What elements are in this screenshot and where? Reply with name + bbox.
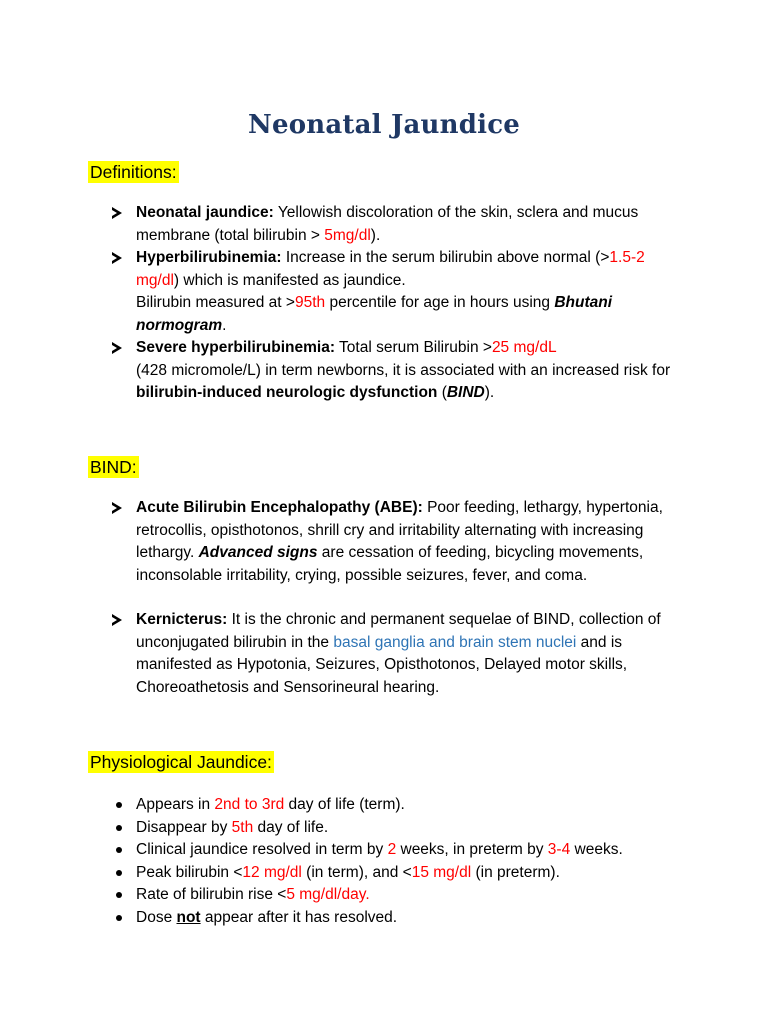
- red-value: 5 mg/dl/day.: [286, 886, 370, 903]
- bullet-dot-icon: [116, 915, 122, 921]
- item-text: Disappear by: [136, 818, 232, 836]
- definition-text: ).: [484, 384, 495, 401]
- list-item: [112, 862, 692, 885]
- list-item: [112, 839, 692, 862]
- arrow-bullet-icon: [112, 342, 122, 354]
- arrow-bullet-icon: [112, 207, 122, 219]
- bullet-dot-icon: [116, 847, 122, 853]
- item-text: weeks.: [570, 841, 623, 858]
- item-text: Dose: [136, 908, 177, 926]
- blue-highlight-text: basal ganglia and brain stem nuclei: [333, 633, 577, 651]
- list-item: [112, 907, 692, 930]
- definition-text: It is the chronic and permanent sequelae of BIND, collection of unconjugated bilirubin in the: [136, 611, 661, 651]
- bullet-dot-icon: [116, 892, 122, 898]
- arrow-bullet-icon: [112, 252, 122, 264]
- item-text: weeks, in preterm by: [396, 841, 548, 858]
- definition-text: (428 micromole/L) in term newborns, it is associated with an increased risk for: [136, 361, 671, 379]
- bullet-dot-icon: [116, 870, 122, 876]
- definition-text: Increase in the serum bilirubin above normal (>: [281, 249, 610, 266]
- list-item: [112, 497, 692, 587]
- item-text: (in preterm).: [471, 863, 560, 881]
- term-label: Acute Bilirubin Encephalopathy (ABE):: [136, 499, 423, 516]
- red-value: 5mg/dl: [324, 226, 371, 244]
- definition-text: ) which is manifested as jaundice.: [173, 271, 406, 289]
- definition-text: Yellowish discoloration of the skin, sclera and mucus membrane (total bilirubin >: [136, 204, 639, 244]
- list-item: [112, 817, 692, 840]
- page-title: Neonatal Jaundice: [248, 110, 520, 140]
- definitions-list: [112, 202, 692, 405]
- emphasis-text: BIND: [446, 384, 485, 401]
- spacer: [112, 587, 692, 609]
- item-text: (in term), and <: [301, 863, 412, 881]
- definition-text: percentile for age in hours using: [325, 294, 555, 311]
- list-item: [112, 337, 692, 405]
- physiological-heading: Physiological Jaundice:: [90, 752, 272, 772]
- term-label: Hyperbilirubinemia:: [136, 249, 282, 266]
- item-text: day of life.: [253, 818, 329, 836]
- list-item: [112, 609, 692, 699]
- definitions-heading: Definitions:: [90, 162, 177, 182]
- underlined-text: not: [176, 908, 201, 926]
- item-text: appear after it has resolved.: [200, 908, 398, 926]
- definition-text: Total serum Bilirubin >: [335, 339, 492, 356]
- list-item: [112, 884, 692, 907]
- red-value: 3-4: [547, 841, 571, 858]
- emphasis-text: Bhutani normogram: [136, 294, 613, 334]
- definition-text: ).: [370, 226, 381, 244]
- term-label: Kernicterus:: [136, 611, 228, 628]
- bind-list: [112, 497, 692, 699]
- red-value: 2: [387, 841, 397, 858]
- list-item: [112, 247, 692, 337]
- definition-text: .: [222, 316, 227, 334]
- bullet-dot-icon: [116, 825, 122, 831]
- term-label: Severe hyperbilirubinemia:: [136, 339, 335, 356]
- red-value: 1.5-2 mg/dl: [136, 249, 645, 289]
- emphasis-text: Advanced signs: [198, 544, 318, 561]
- list-item: [112, 794, 692, 817]
- item-text: Appears in: [136, 796, 215, 813]
- definition-text: (: [437, 384, 447, 401]
- physiological-list: [112, 794, 692, 929]
- bullet-dot-icon: [116, 802, 122, 808]
- arrow-bullet-icon: [112, 502, 122, 514]
- red-value: 2nd to 3rd: [214, 796, 285, 813]
- red-value: 15 mg/dl: [411, 863, 472, 881]
- item-text: Peak bilirubin <: [136, 863, 243, 881]
- red-value: 25 mg/dL: [491, 339, 557, 356]
- arrow-bullet-icon: [112, 614, 122, 626]
- bold-text: bilirubin-induced neurologic dysfunction: [136, 384, 438, 401]
- definition-text: are cessation of feeding, bicycling movements, inconsolable irritability, crying, possible seizures, fever, and coma.: [136, 544, 644, 584]
- item-text: day of life (term).: [284, 796, 405, 813]
- definition-text: Poor feeding, lethargy, hypertonia, retrocollis, opisthotonos, shrill cry and irritability alternating with increasing lethargy.: [136, 499, 663, 561]
- term-label: Neonatal jaundice:: [136, 204, 274, 221]
- bind-heading: BIND:: [90, 457, 137, 477]
- definition-text: Bilirubin measured at >: [136, 294, 295, 311]
- red-value: 5th: [231, 818, 254, 836]
- definition-text: and is manifested as Hypotonia, Seizures, Opisthotonos, Delayed motor skills, Choreoathetosis and Sensorineural hearing.: [136, 633, 628, 696]
- red-value: 95th: [294, 294, 326, 311]
- item-text: Rate of bilirubin rise <: [136, 886, 287, 903]
- list-item: [112, 202, 692, 247]
- item-text: Clinical jaundice resolved in term by: [136, 841, 388, 858]
- red-value: 12 mg/dl: [242, 863, 302, 881]
